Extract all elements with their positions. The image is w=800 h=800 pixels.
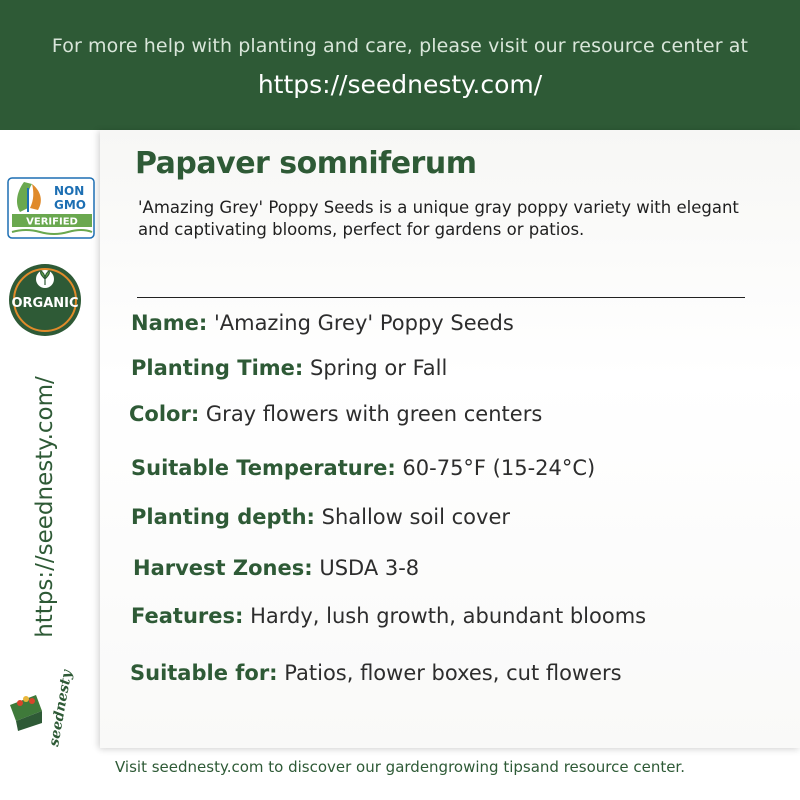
spec-label: Suitable for: <box>130 661 278 685</box>
product-description: 'Amazing Grey' Poppy Seeds is a unique gray poppy variety with elegant and captivating blooms, perfect for gardens or patios. <box>138 198 739 239</box>
organic-badge-icon <box>5 262 85 338</box>
spec-label: Suitable Temperature: <box>131 456 396 480</box>
spec-harvest-zones <box>133 556 419 580</box>
top-banner <box>0 0 800 130</box>
spec-name <box>131 311 514 335</box>
spec-label: Name: <box>131 311 208 335</box>
seednesty-logo-text: seednesty <box>46 669 76 748</box>
nongmo-mid-text: GMO <box>54 198 86 212</box>
spec-color <box>129 402 542 426</box>
product-title: Papaver somniferum <box>135 146 477 181</box>
spec-label: Planting Time: <box>131 356 304 380</box>
divider <box>137 297 745 298</box>
spec-label: Color: <box>129 402 200 426</box>
spec-planting-depth <box>131 505 510 529</box>
banner-help-text: For more help with planting and care, please visit our resource center at <box>51 35 749 57</box>
spec-features <box>131 604 646 628</box>
spec-suitable-for <box>130 661 622 685</box>
spec-planting-time <box>131 356 447 380</box>
non-gmo-verified-badge-icon <box>6 176 96 240</box>
spec-value: Shallow soil cover <box>321 505 511 529</box>
organic-text: ORGANIC <box>11 296 79 311</box>
spec-label: Planting depth: <box>131 505 315 529</box>
banner-url-link[interactable]: https://seednesty.com/ <box>257 70 543 99</box>
seednesty-logo-icon <box>6 665 76 750</box>
spec-suitable-temperature <box>131 456 595 480</box>
vertical-url-text[interactable]: https://seednesty.com/ <box>32 376 58 638</box>
spec-label: Harvest Zones: <box>133 556 313 580</box>
spec-value: 'Amazing Grey' Poppy Seeds <box>213 311 514 335</box>
spec-label: Features: <box>131 604 244 628</box>
spec-value: USDA 3-8 <box>319 556 420 580</box>
footer-note: Visit seednesty.com to discover our gardengrowing tipsand resource center. <box>115 758 685 776</box>
spec-value: Patios, flower boxes, cut flowers <box>284 661 622 685</box>
nongmo-top-text: NON <box>54 184 85 198</box>
spec-value: 60-75°F (15-24°C) <box>402 456 596 480</box>
spec-value: Gray flowers with green centers <box>205 402 543 426</box>
spec-value: Hardy, lush growth, abundant blooms <box>250 604 647 628</box>
nongmo-verified-text: VERIFIED <box>26 216 78 228</box>
spec-value: Spring or Fall <box>309 356 448 380</box>
